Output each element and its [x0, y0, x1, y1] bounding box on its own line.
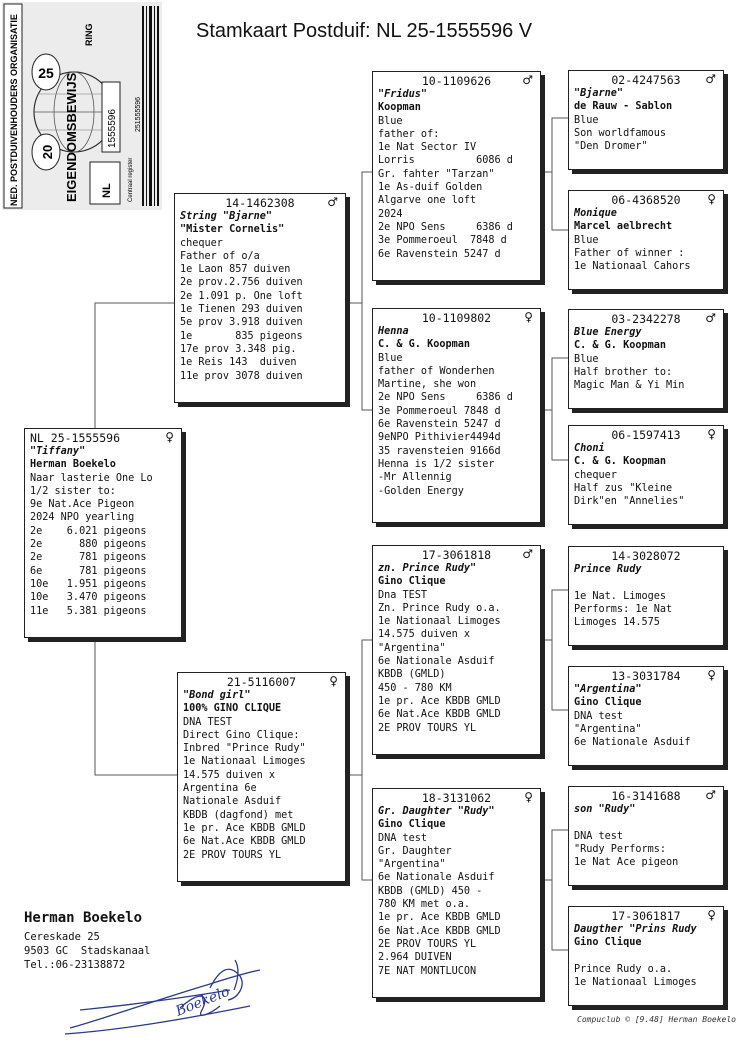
card-line: KBDB (dagfond) met [183, 809, 294, 821]
card-ring-number: 14-1462308 [225, 196, 295, 210]
card-ring-number: 06-4368520 [611, 193, 681, 207]
card-line: DNA test [574, 830, 624, 842]
card-owner: "Mister Cornelis" [180, 224, 285, 236]
card-line: DNA TEST [183, 716, 233, 728]
male-icon: ♂ [522, 547, 533, 561]
card-line: father of: [378, 128, 440, 140]
card-pigeon-name: "Tiffany" [30, 446, 86, 457]
card-line: 1e Tienen 293 duiven [180, 304, 303, 316]
owner-phone: Tel.:06-23138872 [24, 959, 126, 971]
card-line: Lorris 6086 d [378, 155, 513, 167]
card-line: 450 - 780 KM [378, 682, 452, 694]
pedigree-card-dss [568, 546, 724, 646]
card-line: 7E NAT MONTLUCON [378, 965, 477, 977]
card-line: 1e Nat Ace pigeon [574, 857, 679, 869]
pedigree-card-dds [568, 786, 724, 886]
signature-text: Boekelo [173, 983, 233, 1020]
card-line: 2.964 DUIVEN [378, 952, 452, 964]
card-ring-number: 16-3141688 [611, 789, 681, 803]
card-pigeon-name: "Bjarne" [574, 88, 624, 99]
card-line: 6e Nationale Asduif [574, 737, 691, 749]
female-icon: ♀ [707, 908, 716, 922]
card-line: 1e As-duif Golden [378, 182, 483, 194]
card-line: Naar lasterie One Lo [30, 472, 153, 484]
female-icon: ♀ [329, 674, 338, 688]
pedigree-card-sds [568, 309, 724, 409]
female-icon: ♀ [524, 790, 533, 804]
ring-barcode-number: 251555596 [135, 96, 142, 132]
card-owner [574, 816, 718, 829]
card-line: chequer [574, 469, 617, 481]
ring-type: RING [84, 23, 94, 46]
card-line: -Mr Allennig [378, 472, 452, 484]
pedigree-card-ssd [568, 190, 724, 290]
card-pigeon-name: zn. Prince Rudy" [378, 563, 477, 574]
card-owner: Gino Clique [574, 937, 642, 949]
card-line: Martine, she won [378, 379, 477, 391]
card-owner: C. & G. Koopman [378, 339, 471, 351]
owner-name: Herman Boekelo [24, 910, 143, 926]
footer-credit: Compuclub © [9.48] Herman Boekelo [577, 1015, 736, 1024]
pedigree-card-sdd [568, 425, 724, 525]
card-line: 2E PROV TOURS YL [183, 849, 282, 861]
ring-cert-label: EIGENDOMSBEWIJS [64, 72, 79, 202]
card-line: "Rudy Performs: [574, 843, 667, 855]
card-line: 10e 3.470 pigeons [30, 592, 147, 604]
card-ring-number: 17-3061817 [611, 909, 681, 923]
card-line: 2e 880 pigeons [30, 539, 147, 551]
card-line: 6e Ravenstein 5247 d [378, 248, 501, 260]
card-line: 5e prov 3.918 duiven [180, 317, 303, 329]
card-line [574, 950, 718, 963]
card-line: 2e 6.021 pigeons [30, 525, 147, 537]
card-line: Magic Man & Yi Min [574, 380, 685, 392]
card-line: "Den Dromer" [574, 141, 648, 153]
card-line: 6e Ravenstein 5247 d [378, 419, 501, 431]
card-line: 1e pr. Ace KBDB GMLD [378, 695, 501, 707]
card-line: 6e Nat.Ace KBDB GMLD [183, 836, 306, 848]
pedigree-card-main [24, 428, 182, 638]
card-line: 1e Reis 143 duiven [180, 357, 297, 369]
card-line: 780 KM met o.a. [378, 899, 471, 911]
male-icon: ♂ [705, 788, 716, 802]
card-line: 1e pr. Ace KBDB GMLD [183, 822, 306, 834]
card-line: 6e Nat.Ace KBDB GMLD [378, 925, 501, 937]
card-line: 1e 835 pigeons [180, 330, 303, 342]
card-line: 35 ravensteien 9166d [378, 445, 501, 457]
card-line: 6e Nat.Ace KBDB GMLD [378, 709, 501, 721]
card-line: 1e Nationaal Limoges [183, 756, 306, 768]
ring-year-suffix: 25 [38, 65, 54, 81]
card-line: 17e prov 3.348 pig. [180, 343, 297, 355]
card-line: Father of winner : [574, 247, 685, 259]
card-line: 6e 781 pigeons [30, 565, 147, 577]
pedigree-card-ddd [568, 906, 724, 1006]
card-line: 9eNPO Pithivier4494d [378, 432, 501, 444]
card-ring-number: 21-5116007 [226, 675, 297, 689]
card-line: Gr. Daughter [378, 845, 452, 857]
pedigree-card-dsd [568, 666, 724, 766]
card-owner: Marcel aelbrecht [574, 221, 673, 233]
card-line: Gr. fahter "Tarzan" [378, 168, 495, 180]
card-line: KBDB (GMLD) 450 - [378, 885, 483, 897]
card-line: Zn. Prince Rudy o.a. [378, 602, 501, 614]
card-line: "Argentina" [378, 859, 446, 871]
ring-org: NED. POSTDUIVENHOUDERS ORGANISATIE [9, 14, 19, 206]
card-ring-number: 03-2342278 [611, 312, 681, 326]
card-owner: C. & G. Koopman [574, 456, 667, 468]
card-line: 11e 5.381 pigeons [30, 605, 147, 617]
card-line: 2e 781 pigeons [30, 552, 147, 564]
card-owner: 100% GINO CLIQUE [183, 703, 282, 715]
female-icon: ♀ [165, 430, 174, 444]
card-line: Henna is 1/2 sister [378, 458, 495, 470]
card-line: Blue [574, 234, 599, 246]
card-line: 6e Nationale Asduif [378, 872, 495, 884]
card-pigeon-name: Gr. Daughter "Rudy" [378, 806, 495, 817]
card-ring-number: 02-4247563 [611, 73, 681, 87]
card-line: 2024 NPO yearling [30, 512, 135, 524]
female-icon: ♀ [707, 192, 716, 206]
ring-register-text: Centraal register [128, 157, 134, 202]
card-line: father of Wonderhen [378, 365, 495, 377]
card-line: 2e prov.2.756 duiven [180, 277, 303, 289]
male-icon: ♂ [705, 72, 716, 86]
card-owner: Koopman [378, 102, 421, 114]
pedigree-card-sss [568, 70, 724, 170]
card-pigeon-name: son "Rudy" [574, 804, 636, 815]
card-line: Inbred "Prince Rudy" [183, 743, 306, 755]
card-line: 3e Pommeroeul 7848 d [378, 235, 507, 247]
card-line: 3e Pommeroeul 7848 d [378, 405, 501, 417]
card-owner: C. & G. Koopman [574, 340, 667, 352]
card-pigeon-name: "Argentina" [574, 684, 642, 695]
card-line: 2024 [378, 208, 403, 220]
ring-country: NL [101, 183, 113, 198]
card-line: 1e Nat Sector IV [378, 142, 477, 154]
card-line: Blue [378, 352, 403, 364]
card-line: Blue [574, 114, 599, 126]
card-line: -Golden Energy [378, 485, 464, 497]
card-line: 2E PROV TOURS YL [378, 722, 477, 734]
card-ring-number: 10-1109626 [421, 74, 492, 88]
card-ring-number: 13-3031784 [611, 669, 681, 683]
card-pigeon-name: String "Bjarne" [180, 211, 273, 222]
pedigree-card-sire [174, 193, 346, 403]
ring-year-prefix: 20 [40, 144, 55, 160]
card-line: Prince Rudy o.a. [574, 963, 673, 975]
male-icon: ♂ [705, 311, 716, 325]
female-icon: ♀ [707, 668, 716, 682]
female-icon: ♀ [524, 310, 533, 324]
card-ring-number: NL 25-1555596 [30, 431, 121, 445]
card-line: Half brother to: [574, 366, 673, 378]
card-line: 6e Nationale Asduif [378, 656, 495, 668]
card-line: 1e Nat. Limoges [574, 590, 667, 602]
card-ring-number: 06-1597413 [611, 428, 681, 442]
owner-street: Cereskade 25 [24, 931, 100, 943]
card-line: Dirk"en "Annelies" [574, 496, 685, 508]
pedigree-card-dd [372, 788, 541, 998]
card-line: 1e pr. Ace KBDB GMLD [378, 912, 501, 924]
page-title: Stamkaart Postduif: NL 25-1555596 V [196, 20, 533, 42]
card-pigeon-name: Henna [378, 326, 409, 337]
card-ring-number: 17-3061818 [421, 548, 492, 562]
card-owner: Herman Boekelo [30, 459, 116, 471]
card-line: chequer [180, 237, 223, 249]
card-line: 2e NPO Sens 6386 d [378, 392, 513, 404]
card-pigeon-name: "Fridus" [378, 89, 428, 100]
card-ring-number: 14-3028072 [611, 549, 681, 563]
card-line: Son worldfamous [574, 127, 667, 139]
card-line: 9e Nat.Ace Pigeon [30, 499, 135, 511]
card-line: 10e 1.951 pigeons [30, 578, 147, 590]
card-line: Nationale Asduif [183, 796, 282, 808]
pedigree-card-ds [372, 545, 541, 755]
pedigree-card-sd [372, 308, 541, 523]
card-line: Father of o/a [180, 250, 260, 262]
card-pigeon-name: Daugther "Prins Rudy [574, 924, 697, 935]
card-pigeon-name: Monique [574, 208, 617, 219]
owner-city: 9503 GC Stadskanaal [24, 945, 151, 957]
card-ring-number: 18-3131062 [421, 791, 492, 805]
card-line: 1e Nationaal Limoges [574, 977, 697, 989]
card-line: Argentina 6e [183, 783, 257, 795]
card-line: Performs: 1e Nat [574, 603, 673, 615]
card-line: 2E PROV TOURS YL [378, 938, 477, 950]
card-line: Half zus "Kleine [574, 482, 673, 494]
card-pigeon-name: Blue Energy [574, 327, 642, 338]
male-icon: ♂ [522, 73, 533, 87]
card-line: 1e Nationaal Cahors [574, 261, 691, 273]
card-line: Blue [378, 115, 403, 127]
pedigree-card-dam [177, 672, 346, 882]
card-line: 14.575 duiven x [378, 629, 471, 641]
card-line: DNA test [574, 710, 624, 722]
card-line: Algarve one loft [378, 195, 477, 207]
card-line: "Argentina" [574, 723, 642, 735]
card-pigeon-name: "Bond girl" [183, 690, 251, 701]
signature [60, 950, 270, 1040]
card-line: "Argentina" [378, 642, 446, 654]
card-line: 1e Nationaal Limoges [378, 616, 501, 628]
card-line: KBDB (GMLD) [378, 669, 446, 681]
card-owner: Gino Clique [378, 576, 446, 588]
card-owner [574, 576, 718, 589]
card-line: DNA test [378, 832, 428, 844]
card-line: 14.575 duiven x [183, 769, 276, 781]
card-line: 1/2 sister to: [30, 485, 116, 497]
card-pigeon-name: Prince Rudy [574, 564, 642, 575]
card-line: Dna TEST [378, 589, 428, 601]
card-pigeon-name: Choni [574, 443, 605, 454]
pedigree-card-ss [372, 71, 541, 281]
card-ring-number: 10-1109802 [421, 311, 492, 325]
card-owner: de Rauw - Sablon [574, 101, 673, 113]
ring-number: 1555596 [107, 109, 118, 148]
card-owner: Gino Clique [378, 819, 446, 831]
card-line: Limoges 14.575 [574, 617, 660, 629]
male-icon: ♂ [327, 195, 338, 209]
card-line: 2e NPO Sens 6386 d [378, 221, 513, 233]
card-line: Blue [574, 353, 599, 365]
card-line: 1e Laon 857 duiven [180, 264, 291, 276]
card-owner: Gino Clique [574, 697, 642, 709]
card-line: 2e 1.091 p. One loft [180, 290, 303, 302]
female-icon: ♀ [707, 427, 716, 441]
card-line: 11e prov 3078 duiven [180, 370, 303, 382]
card-line: Direct Gino Clique: [183, 729, 300, 741]
